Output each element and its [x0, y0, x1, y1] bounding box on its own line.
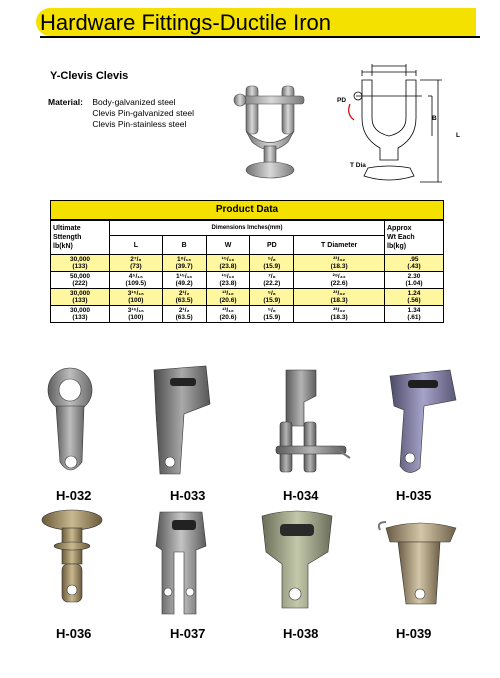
part-label-h-037: H-037 — [170, 626, 206, 641]
material-item: Clevis Pin-galvanized steel — [92, 108, 194, 118]
header-ultimate-line: Sttength — [53, 234, 82, 241]
cell: ²³/₃₂ — [333, 256, 346, 263]
cell: (133) — [72, 314, 88, 321]
product-subtitle: Y-Clevis Clevis — [50, 70, 129, 82]
cell: (23.8) — [219, 263, 237, 270]
cell: (.61) — [407, 314, 421, 321]
cell: (222) — [72, 280, 88, 287]
cell: ¹⁵/₁₆ — [221, 273, 235, 280]
product-data-table — [50, 200, 444, 323]
part-label-h-034: H-034 — [283, 488, 319, 503]
cell: (22.2) — [263, 280, 281, 287]
cell: (20.6) — [219, 314, 237, 321]
cell: (73) — [130, 263, 142, 270]
cell: (63.5) — [175, 297, 193, 304]
material-block — [48, 97, 194, 130]
cell: (.43) — [407, 263, 421, 270]
cell: .95 — [409, 256, 419, 263]
cell: (133) — [72, 297, 88, 304]
cell: (100) — [128, 314, 144, 321]
header-dimensions: Dimensions Imches(mm) — [110, 221, 385, 236]
cell: 30,000 — [70, 290, 90, 297]
part-label-h-039: H-039 — [396, 626, 432, 641]
material-item: Body-galvanized steel — [92, 97, 176, 107]
header-weight-line: Approx — [387, 225, 412, 232]
cell: ¹⁵/₁₆ — [221, 256, 235, 263]
h-036-photo — [36, 506, 110, 618]
material-list — [92, 97, 194, 130]
header-l: L — [110, 236, 163, 255]
h-039-photo — [376, 520, 466, 616]
cell: 2.30 — [407, 273, 421, 280]
cell: (22.6) — [330, 280, 348, 287]
cell: (39.7) — [175, 263, 193, 270]
cell: (49.2) — [175, 280, 193, 287]
cell: ⁵/₈ — [267, 256, 276, 263]
part-label-h-033: H-033 — [170, 488, 206, 503]
cell: 1⁹/₁₆ — [177, 256, 192, 263]
part-label-h-036: H-036 — [56, 626, 92, 641]
cell: 3¹⁵/₁₆ — [127, 290, 144, 297]
cell: (18.3) — [330, 314, 348, 321]
cell: ²⁹/₃₂ — [332, 273, 346, 280]
h-038-photo — [256, 508, 338, 616]
cell: 2¹/₂ — [178, 290, 190, 297]
table-row — [51, 289, 444, 306]
table-row — [51, 272, 444, 289]
part-label-h-035: H-035 — [396, 488, 432, 503]
header-ultimate — [51, 221, 110, 255]
h-037-photo — [150, 506, 216, 620]
cell: ¹³/₁₆ — [222, 307, 234, 314]
cell: (23.8) — [219, 280, 237, 287]
cell: 1.34 — [407, 307, 421, 314]
cell: (1.04) — [405, 280, 423, 287]
page-header — [0, 0, 500, 44]
table-row — [51, 306, 444, 323]
h-035-photo — [384, 366, 462, 480]
y-clevis-photo — [232, 76, 312, 184]
drawing-label-pd: PD — [337, 97, 347, 104]
cell: (15.9) — [263, 314, 281, 321]
material-label: Material: — [48, 97, 83, 107]
cell: 3¹⁵/₁₆ — [127, 307, 144, 314]
cell: (18.3) — [330, 263, 348, 270]
cell: (15.9) — [263, 297, 281, 304]
header-b: B — [162, 236, 206, 255]
cell: 4⁵/₁₆ — [128, 273, 143, 280]
table-row — [51, 255, 444, 272]
header-rule — [40, 36, 480, 38]
technical-drawing — [320, 58, 470, 198]
cell: ⁷/₈ — [268, 273, 276, 280]
header-pd: PD — [250, 236, 294, 255]
header-weight-line: lb(kg) — [387, 243, 407, 250]
cell: ⁵/₈ — [267, 290, 276, 297]
cell: ⁵/₈ — [267, 307, 276, 314]
h-033-photo — [140, 364, 216, 482]
h-034-photo — [270, 366, 354, 480]
cell: 30,000 — [70, 256, 90, 263]
h-032-photo — [38, 366, 108, 484]
cell: (.56) — [407, 297, 421, 304]
material-item: Clevis Pin-stainless steel — [92, 119, 187, 129]
header-w: W — [206, 236, 250, 255]
header-ultimate-line: lb(kN) — [53, 243, 73, 250]
cell: (100) — [128, 297, 144, 304]
cell: 2⁷/₈ — [130, 256, 142, 263]
cell: ²³/₃₂ — [333, 290, 346, 297]
part-label-h-032: H-032 — [56, 488, 92, 503]
page-title: Hardware Fittings-Ductile Iron — [40, 10, 331, 35]
cell: (109.5) — [125, 280, 147, 287]
cell: ¹³/₁₆ — [222, 290, 234, 297]
drawing-label-tdia: T Dia — [350, 162, 366, 169]
cell: (18.3) — [330, 297, 348, 304]
part-label-h-038: H-038 — [283, 626, 319, 641]
header-t-diameter: T Diameter — [294, 236, 385, 255]
cell: (133) — [72, 263, 88, 270]
cell: 1.24 — [407, 290, 421, 297]
cell: 2¹/₂ — [178, 307, 190, 314]
cell: 30,000 — [70, 307, 90, 314]
cell: (15.9) — [263, 263, 281, 270]
table-title: Product Data — [50, 200, 444, 220]
cell: (20.6) — [219, 297, 237, 304]
cell: ²³/₃₂ — [333, 307, 346, 314]
header-weight-line: Wt Each — [387, 234, 415, 241]
cell: 1¹⁵/₁₆ — [175, 273, 193, 280]
drawing-label-b: B — [432, 115, 437, 122]
cell: 50,000 — [70, 273, 90, 280]
drawing-label-l: L — [456, 132, 460, 139]
header-ultimate-line: Ultimate — [53, 225, 81, 232]
cell: (63.5) — [175, 314, 193, 321]
header-weight — [385, 221, 444, 255]
data-table — [50, 220, 444, 323]
